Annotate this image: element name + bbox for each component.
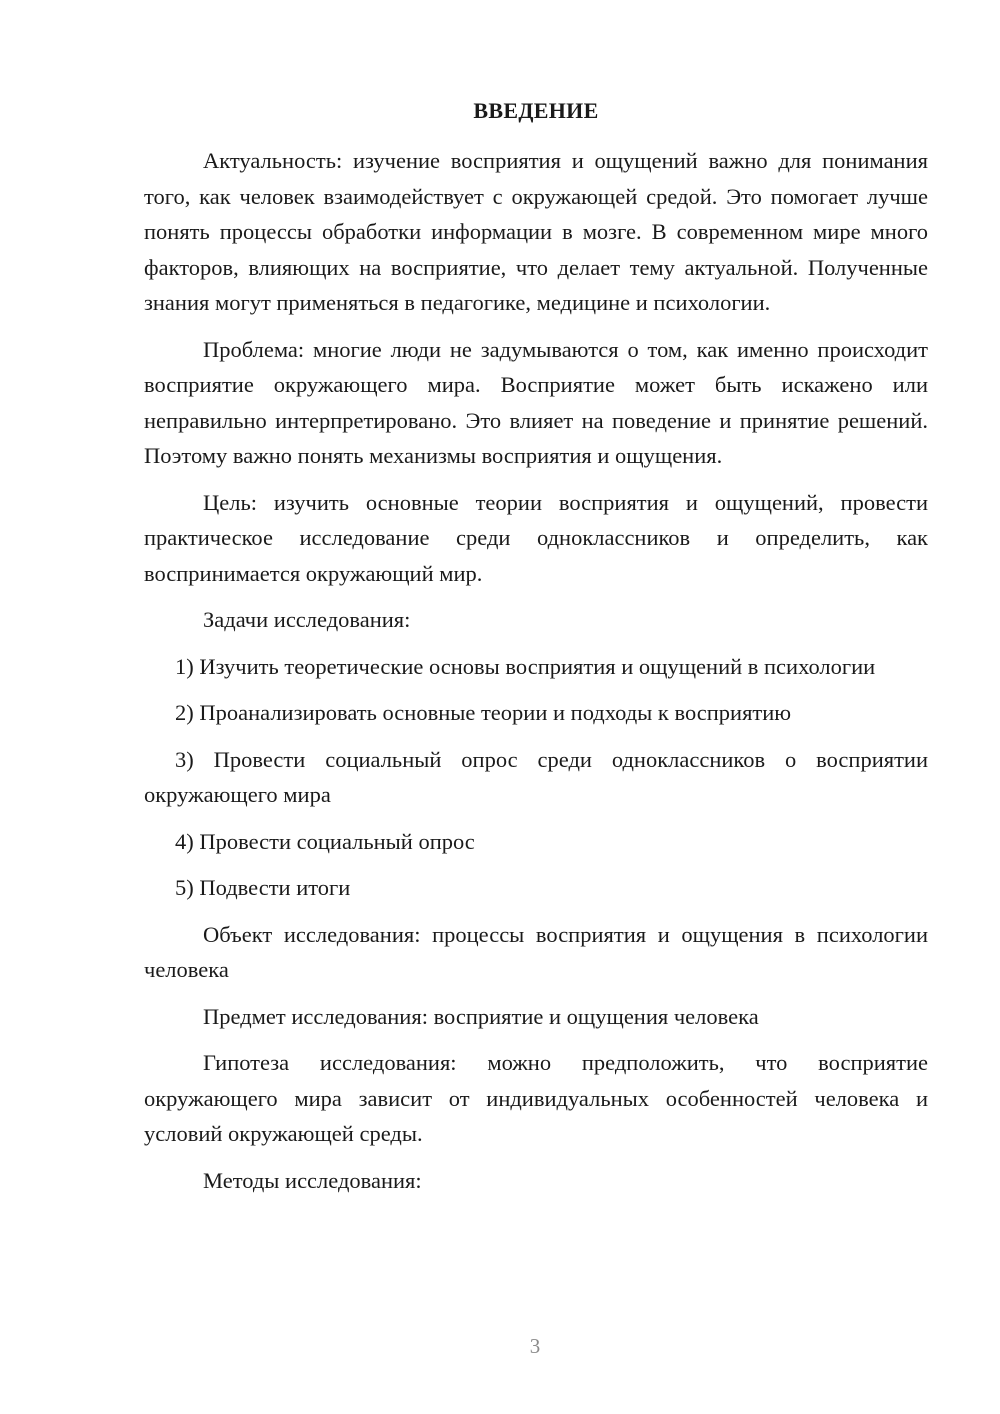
- section-title: ВВЕДЕНИЕ: [473, 98, 599, 123]
- hypothesis-paragraph: Гипотеза исследования: можно предположить, что восприятие окружающего мира зависит от индивидуальных особенностей человека и условий окружающей среды.: [144, 1050, 928, 1146]
- document-page: [144, 96, 928, 1209]
- goal-paragraph: Цель: изучить основные теории восприятия и ощущений, провести практическое исследование среди одноклассников и определить, как воспринимается окружающий мир.: [144, 489, 928, 586]
- task-item-2: 2) Проанализировать основные теории и подходы к восприятию: [175, 700, 792, 725]
- task-item-4: 4) Провести социальный опрос: [175, 828, 475, 854]
- problem-paragraph: Проблема: многие люди не задумываются о том, как именно происходит восприятие окружающего мира. Восприятие может быть искажено или неправильно интерпретировано. Это влияет на поведение и принятие решений. Поэтому важно понять механизмы восприятия и ощущения.: [144, 336, 928, 468]
- methods-heading: Методы исследования:: [203, 1167, 422, 1193]
- task-item-5: 5) Подвести итоги: [175, 875, 351, 900]
- tasks-heading: Задачи исследования:: [203, 607, 411, 632]
- task-item-1: 1) Изучить теоретические основы восприятия и ощущений в психологии: [175, 653, 876, 679]
- relevance-paragraph: Актуальность: изучение восприятия и ощущений важно для понимания того, как человек взаимодействует с окружающей средой. Это помогает лучше понять процессы обработки информации в мозге. В современном мире много факторов, влияющих на восприятие, что делает тему актуальной. Полученные знания могут применяться в педагогике, медицине и психологии.: [144, 148, 928, 315]
- object-paragraph: Объект исследования: процессы восприятия и ощущения в психологии человека: [144, 921, 928, 982]
- task-item-3: 3) Провести социальный опрос среди одноклассников о восприятии окружающего мира: [144, 746, 928, 807]
- subject-paragraph: Предмет исследования: восприятие и ощущения человека: [203, 1003, 759, 1029]
- page-number: 3: [529, 1334, 541, 1358]
